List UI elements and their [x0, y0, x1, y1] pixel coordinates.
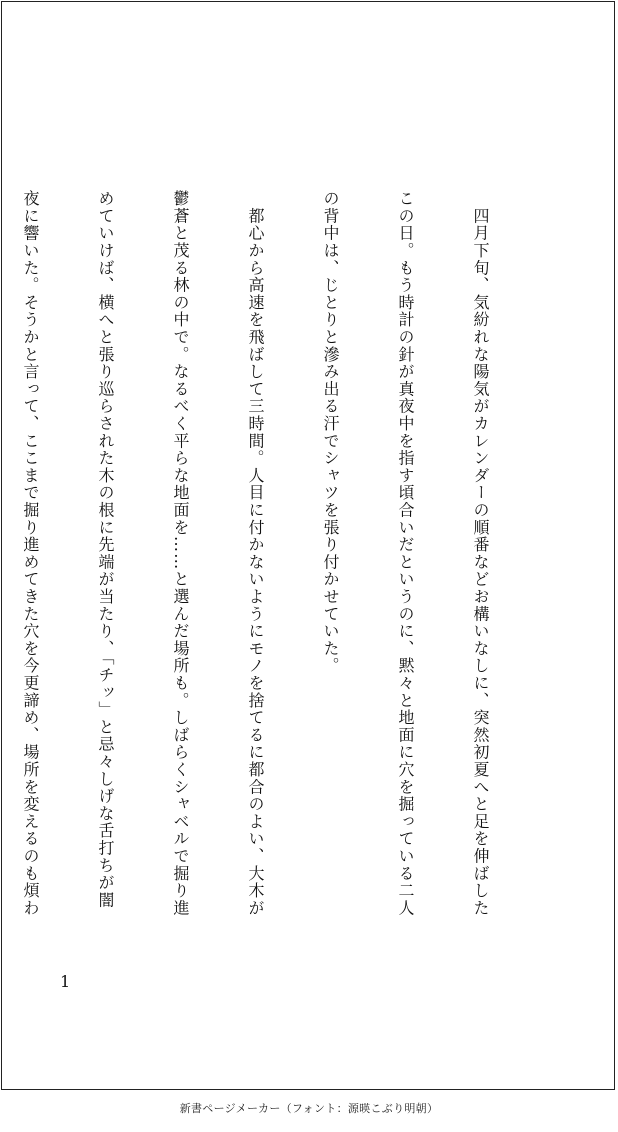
- text-column: めていけば、横へと張り巡らされた木の根に先端が当たり、「チッ」と忌々しげな舌打ちが闇: [96, 190, 115, 909]
- vertical-text-block: [21, 190, 543, 917]
- book-page: [1, 1, 615, 1090]
- footer-caption: 新書ページメーカー（フォント：源暎こぶり明朝）: [179, 1102, 439, 1115]
- text-column: 夜に響いた。そうかと言って、ここまで掘り進めてきた穴を今更諦め、場所を変えるのも煩わ: [21, 190, 40, 917]
- page-number: 1: [60, 972, 71, 991]
- text-column: この日。もう時計の針が真夜中を指す頃合いだというのに、黙々と地面に穴を掘っている二人: [396, 190, 415, 917]
- text-column: の背中は、じとりと滲み出る汗でシャツを張り付かせていた。: [321, 190, 340, 675]
- text-column: 四月下旬、気紛れな陽気がカレンダーの順番などお構いなしに、突然初夏へと足を伸ばした: [471, 190, 490, 917]
- text-column: 都心から高速を飛ばして三時間。人目に付かないようにモノを捨てるに都合のよい、大木が: [246, 190, 265, 917]
- text-column: 鬱蒼と茂る林の中で。なるべく平らな地面を……と選んだ場所も。しばらくシャベルで掘り進: [171, 190, 190, 917]
